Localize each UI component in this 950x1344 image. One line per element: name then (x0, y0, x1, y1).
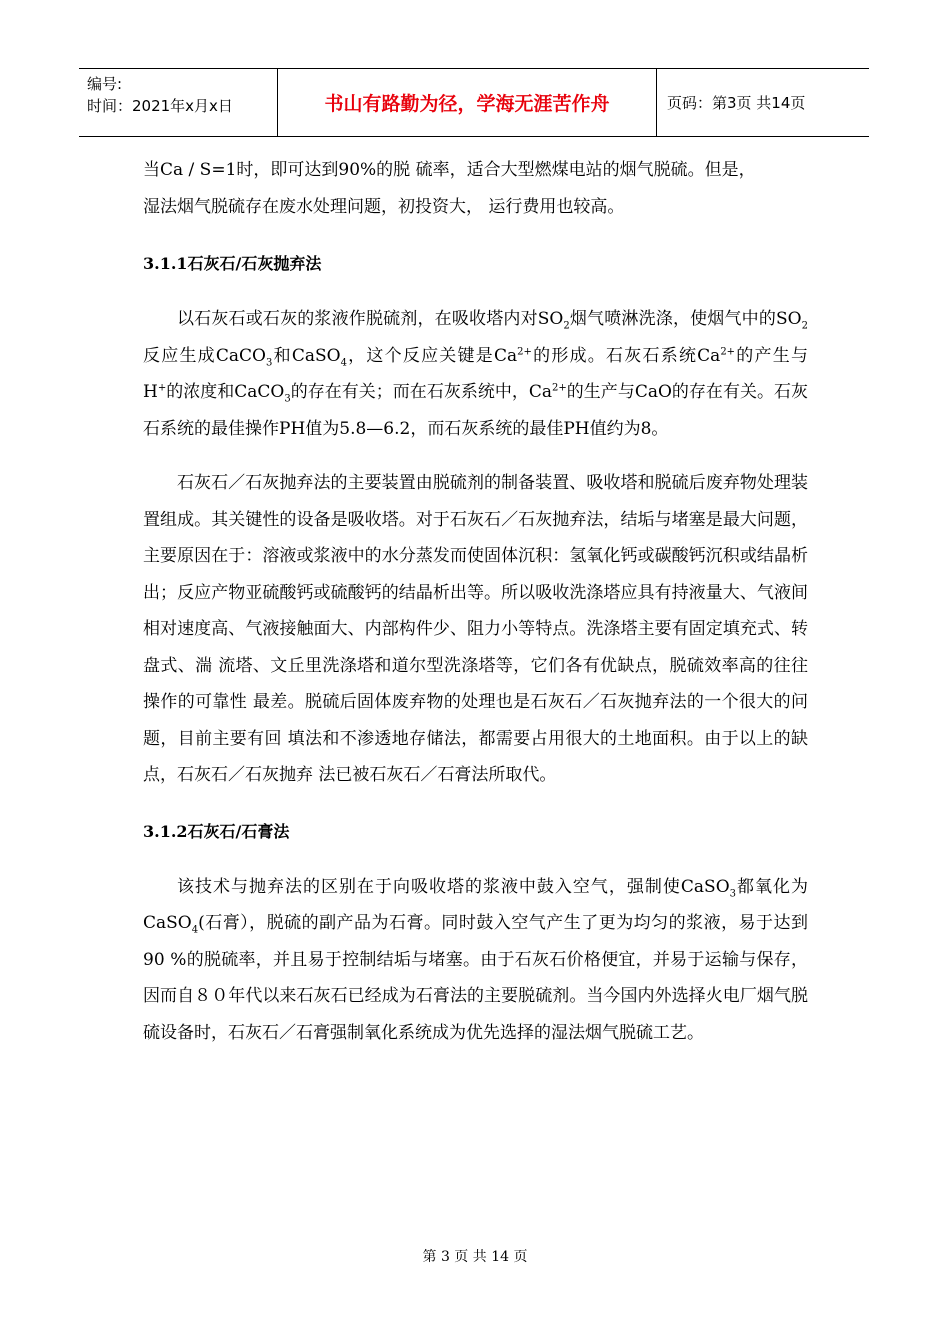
document-body (143, 152, 808, 1051)
header-page-info: 页码：第3页 共14页 (667, 94, 806, 112)
page-footer: 第 3 页 共 14 页 (422, 1249, 528, 1265)
header-motto: 书山有路勤为径，学海无涯苦作舟 (278, 69, 657, 136)
section-3-1-1-paragraph-1: 以石灰石或石灰的浆液作脱硫剂，在吸收塔内对$SO_2$烟气喷淋洗涤，使烟气中的$SO_2$反应生成CaCO$_3$和CaSO$_4$，这个反应关键是$Ca^{2+}$的形成。石灰石系统$Ca^{2+}$的产生与H+的浓度和CaCO$_3$的存在有关；而在石灰系统中，$Ca^{2+}$的生产与CaO的存在有关。石灰石系统的最佳操作PH值为5.8—6.2，而石灰系统的最佳PH值约为8。 (143, 309, 808, 439)
intro-line-1: 当Ca / S=1时，即可达到90%的脱 硫率，适合大型燃煤电站的烟气脱硫。但是， (143, 160, 756, 180)
page-header (79, 68, 869, 137)
section-3-1-1-paragraph-2: 石灰石／石灰抛弃法的主要装置由脱硫剂的制备装置、吸收塔和脱硫后废弃物处理装 置组成。其关键性的设备是吸收塔。对于石灰石／石灰抛弃法，结垢与堵塞是最大问题，主要原因在于：溶液或浆液中的水分蒸发而使固体沉积：氢氧化钙或碳酸钙沉积或结晶析出；反应产物亚硫酸钙或硫酸钙的结晶析出等。所以吸收洗涤塔应具有持液量大、气液间相对速度高、气液接触面大、内部构件少、阻力小等特点。洗涤塔主要有固定填充式、转盘式、湍 流塔、文丘里洗涤塔和道尔型洗涤塔等，它们各有优缺点，脱硫效率高的往往操作的可靠性 最差。脱硫后固体废弃物的处理也是石灰石／石灰抛弃法的一个很大的问题，目前主要有回 填法和不渗透地存储法，都需要占用很大的土地面积。由于以上的缺点，石灰石／石灰抛弃 法已被石灰石／石膏法所取代。 (143, 473, 808, 785)
document-time-label: 时间：2021年x月x日 (87, 97, 233, 115)
section-3-1-2-paragraph-1: 该技术与抛弃法的区别在于向吸收塔的浆液中鼓入空气，强制使CaSO$_3$都氧化为CaSO$_4$(石膏），脱硫的副产品为石膏。同时鼓入空气产生了更为均匀的浆液，易于达到90 %的脱硫率，并且易于控制结垢与堵塞。由于石灰石价格便宜，并易于运输与保存，因而自８０年代以来石灰石已经成为石膏法的主要脱硫剂。当今国内外选择火电厂烟气脱硫设备时，石灰石／石膏强制氧化系统成为优先选择的湿法烟气脱硫工艺。 (143, 876, 809, 1043)
header-meta (79, 69, 278, 136)
section-heading-3-1-2: 3.1.2石灰石/石膏法 (143, 821, 290, 841)
intro-line-2: 湿法烟气脱硫存在废水处理问题，初投资大， 运行费用也较高。 (143, 196, 625, 217)
document-number-label: 编号: (87, 75, 123, 93)
intro-paragraph (143, 152, 808, 225)
section-heading-3-1-1: 3.1.1石灰石/石灰抛弃法 (143, 254, 322, 273)
